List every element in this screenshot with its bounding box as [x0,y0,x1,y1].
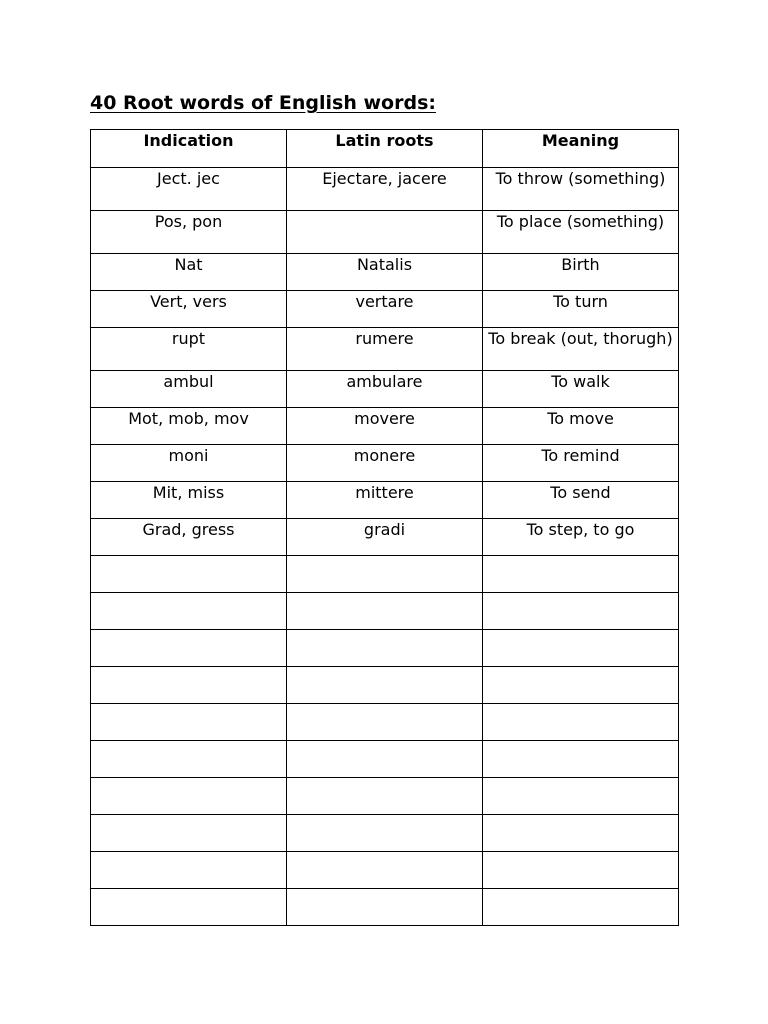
table-row [91,593,679,630]
table-row [91,168,679,211]
table-row [91,408,679,445]
document-title: 40 Root words of English words: [90,92,436,114]
table-row [91,815,679,852]
cell-latin-root [287,778,483,815]
cell-latin-root: mittere [287,482,483,519]
cell-latin-root: Natalis [287,254,483,291]
cell-latin-root: ambulare [287,371,483,408]
table-row [91,328,679,371]
cell-latin-root: movere [287,408,483,445]
cell-indication [91,593,287,630]
cell-meaning: To step, to go [483,519,679,556]
table-row [91,445,679,482]
cell-meaning: To place (something) [483,211,679,254]
cell-indication: Mot, mob, mov [91,408,287,445]
table-row [91,741,679,778]
cell-latin-root: gradi [287,519,483,556]
table-row [91,704,679,741]
cell-latin-root [287,741,483,778]
table-row [91,556,679,593]
cell-indication [91,889,287,926]
cell-latin-root [287,667,483,704]
table-row [91,254,679,291]
cell-latin-root [287,704,483,741]
cell-meaning [483,741,679,778]
cell-meaning [483,667,679,704]
header-latin-roots: Latin roots [287,130,483,168]
cell-indication [91,815,287,852]
cell-meaning: To send [483,482,679,519]
cell-latin-root [287,815,483,852]
cell-latin-root [287,211,483,254]
cell-latin-root: monere [287,445,483,482]
cell-meaning: To throw (something) [483,168,679,211]
cell-meaning: Birth [483,254,679,291]
table-row [91,778,679,815]
cell-meaning [483,593,679,630]
cell-latin-root [287,630,483,667]
cell-indication [91,778,287,815]
header-indication: Indication [91,130,287,168]
cell-indication [91,741,287,778]
cell-latin-root: Ejectare, jacere [287,168,483,211]
table-row [91,852,679,889]
cell-indication: Vert, vers [91,291,287,328]
cell-latin-root [287,889,483,926]
cell-indication: rupt [91,328,287,371]
cell-latin-root [287,593,483,630]
cell-latin-root [287,852,483,889]
cell-meaning [483,778,679,815]
table-row [91,371,679,408]
cell-indication: Grad, gress [91,519,287,556]
cell-meaning [483,815,679,852]
table-row [91,889,679,926]
cell-meaning [483,556,679,593]
table-row [91,291,679,328]
cell-meaning [483,852,679,889]
table-row [91,667,679,704]
cell-meaning [483,889,679,926]
cell-indication: Ject. jec [91,168,287,211]
cell-indication: moni [91,445,287,482]
cell-meaning: To move [483,408,679,445]
table-header-row [91,130,679,168]
cell-indication [91,630,287,667]
cell-indication [91,704,287,741]
cell-latin-root: rumere [287,328,483,371]
cell-meaning [483,704,679,741]
cell-indication: Mit, miss [91,482,287,519]
cell-meaning: To remind [483,445,679,482]
cell-latin-root [287,556,483,593]
cell-indication [91,667,287,704]
cell-indication: Nat [91,254,287,291]
root-words-table [90,129,679,926]
cell-meaning [483,630,679,667]
cell-meaning: To turn [483,291,679,328]
cell-indication [91,852,287,889]
table-row [91,482,679,519]
table-row [91,211,679,254]
cell-latin-root: vertare [287,291,483,328]
cell-meaning: To break (out, thorugh) [483,328,679,371]
cell-indication: Pos, pon [91,211,287,254]
cell-indication [91,556,287,593]
header-meaning: Meaning [483,130,679,168]
table-row [91,519,679,556]
cell-meaning: To walk [483,371,679,408]
cell-indication: ambul [91,371,287,408]
table-row [91,630,679,667]
